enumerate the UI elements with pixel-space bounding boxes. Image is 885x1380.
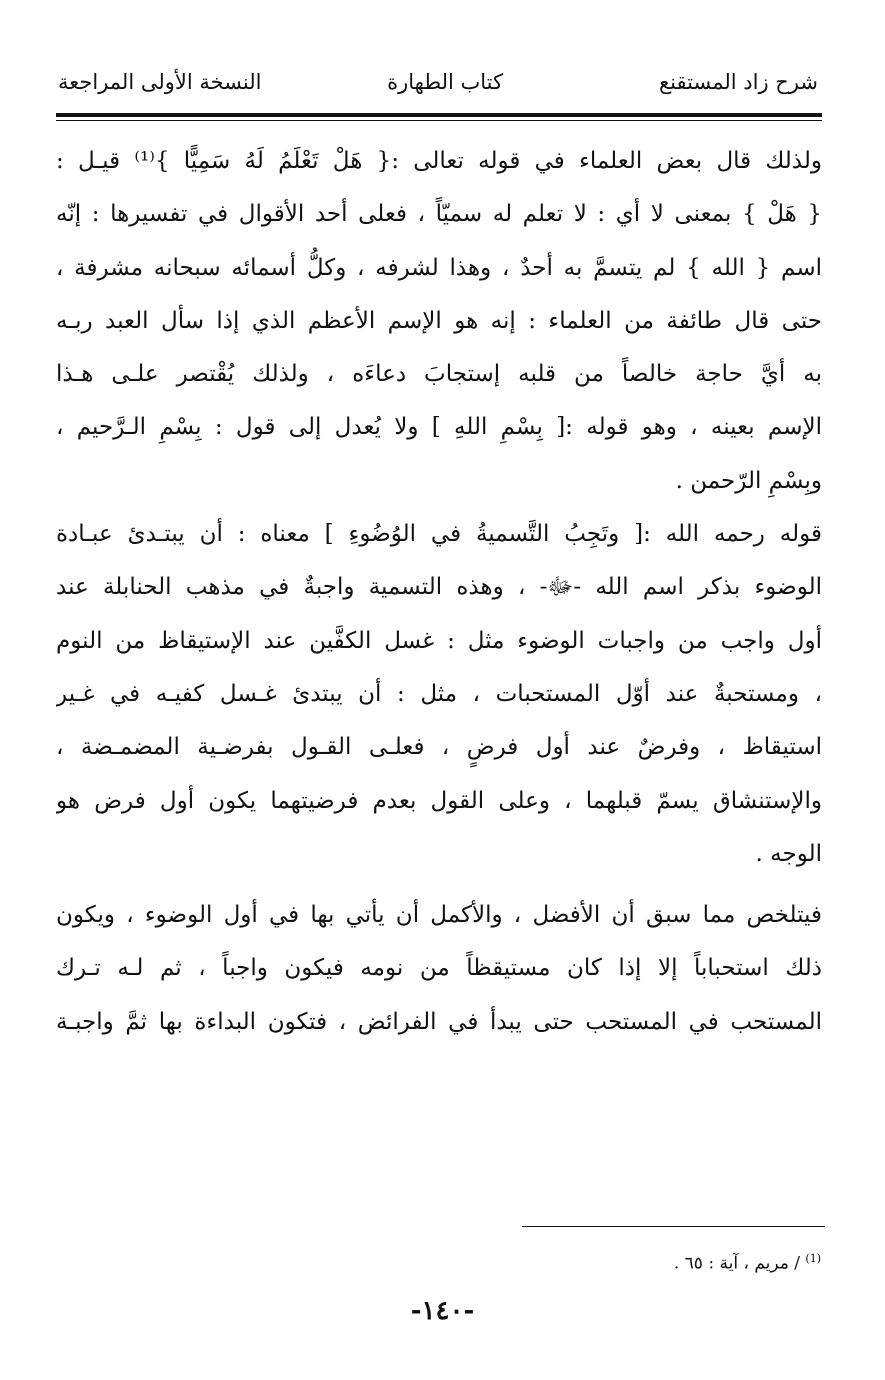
text-line: المستحب في المستحب حتى يبدأ في الفرائض ، فتكون البداءة بها ثمَّ واجبـة <box>56 1008 822 1035</box>
text-line: اسم { الله } لم يتسمَّ به أحدٌ ، وهذا لشرفه ، وكلُّ أسمائه سبحانه مشرفة ، <box>56 254 822 281</box>
header-chapter: كتاب الطهارة <box>387 70 503 94</box>
footnote <box>674 1252 821 1274</box>
footnote-rule <box>522 1226 825 1227</box>
text-line: الوجه . <box>755 840 822 867</box>
text-line: حتى قال طائفة من العلماء : إنه هو الإسم الأعظم الذي إذا سأل العبد ربـه <box>56 307 822 334</box>
text-line: الإسم بعينه ، وهو قوله :[ بِسْمِ اللهِ ] ولا يُعدل إلى قول : بِسْمِ الـرَّحيم ، <box>56 414 822 441</box>
text-line: الوضوء بذكر اسم الله -ﷻ- ، وهذه التسمية واجبةٌ في مذهب الحنابلة عند <box>56 574 822 601</box>
body-text <box>56 135 822 1049</box>
text-line: { هَلْ } بمعنى لا أي : لا تعلم له سميّاً ، فعلى أحد الأقوال في تفسيرها : إنّه <box>56 201 822 228</box>
text-line: ذلك استحباباً إلا إذا كان مستيقظاً من نومه فيكون واجباً ، ثم لـه تـرك <box>56 955 822 982</box>
text-line: والإستنشاق يسمّ قبلهما ، وعلى القول بعدم فرضيتهما يكون أول فرض هو <box>56 787 822 814</box>
text-line: به أيَّ حاجة خالصاً من قلبه إستجابَ دعاءَه ، ولذلك يُقْتصر علـى هـذا <box>56 361 822 388</box>
header-rule-thick <box>56 113 822 117</box>
text-line: قوله رحمه الله :[ وتَجِبُ التَّسميةُ في الوُضُوءِ ] معناه : أن يبتـدئ عبـادة <box>56 521 822 548</box>
text-line: ولذلك قال بعض العلماء في قوله تعالى :{ هَلْ تَعْلَمُ لَهُ سَمِيًّا }⁽¹⁾ قيـل : <box>56 148 822 174</box>
text-line: ، ومستحبةٌ عند أوّل المستحبات ، مثل : أن يبتدئ غـسل كفيـه في غـير <box>56 680 822 707</box>
text-line: وبِسْمِ الرّحمن . <box>675 467 822 494</box>
header-book-title: شرح زاد المستقنع <box>659 70 818 94</box>
header-rule-thin <box>56 120 822 121</box>
text-line: استيقاظ ، وفرضٌ عند أول فرضٍ ، فعلـى القـول بفرضـية المضمـضة ، <box>56 734 822 761</box>
header-edition: النسخة الأولى المراجعة <box>58 70 262 94</box>
text-line: فيتلخص مما سبق أن الأفضل ، والأكمل أن يأتي بها في أول الوضوء ، ويكون <box>56 902 822 929</box>
footnote-text: / مريم ، آية : ٦٥ . <box>673 1253 800 1274</box>
running-header <box>58 70 818 110</box>
text-line: أول واجب من واجبات الوضوء مثل : غسل الكفَّين عند الإستيقاظ من النوم <box>56 627 822 654</box>
footnote-marker: (1) <box>805 1252 821 1265</box>
page-number: -١٤٠- <box>410 1296 475 1326</box>
